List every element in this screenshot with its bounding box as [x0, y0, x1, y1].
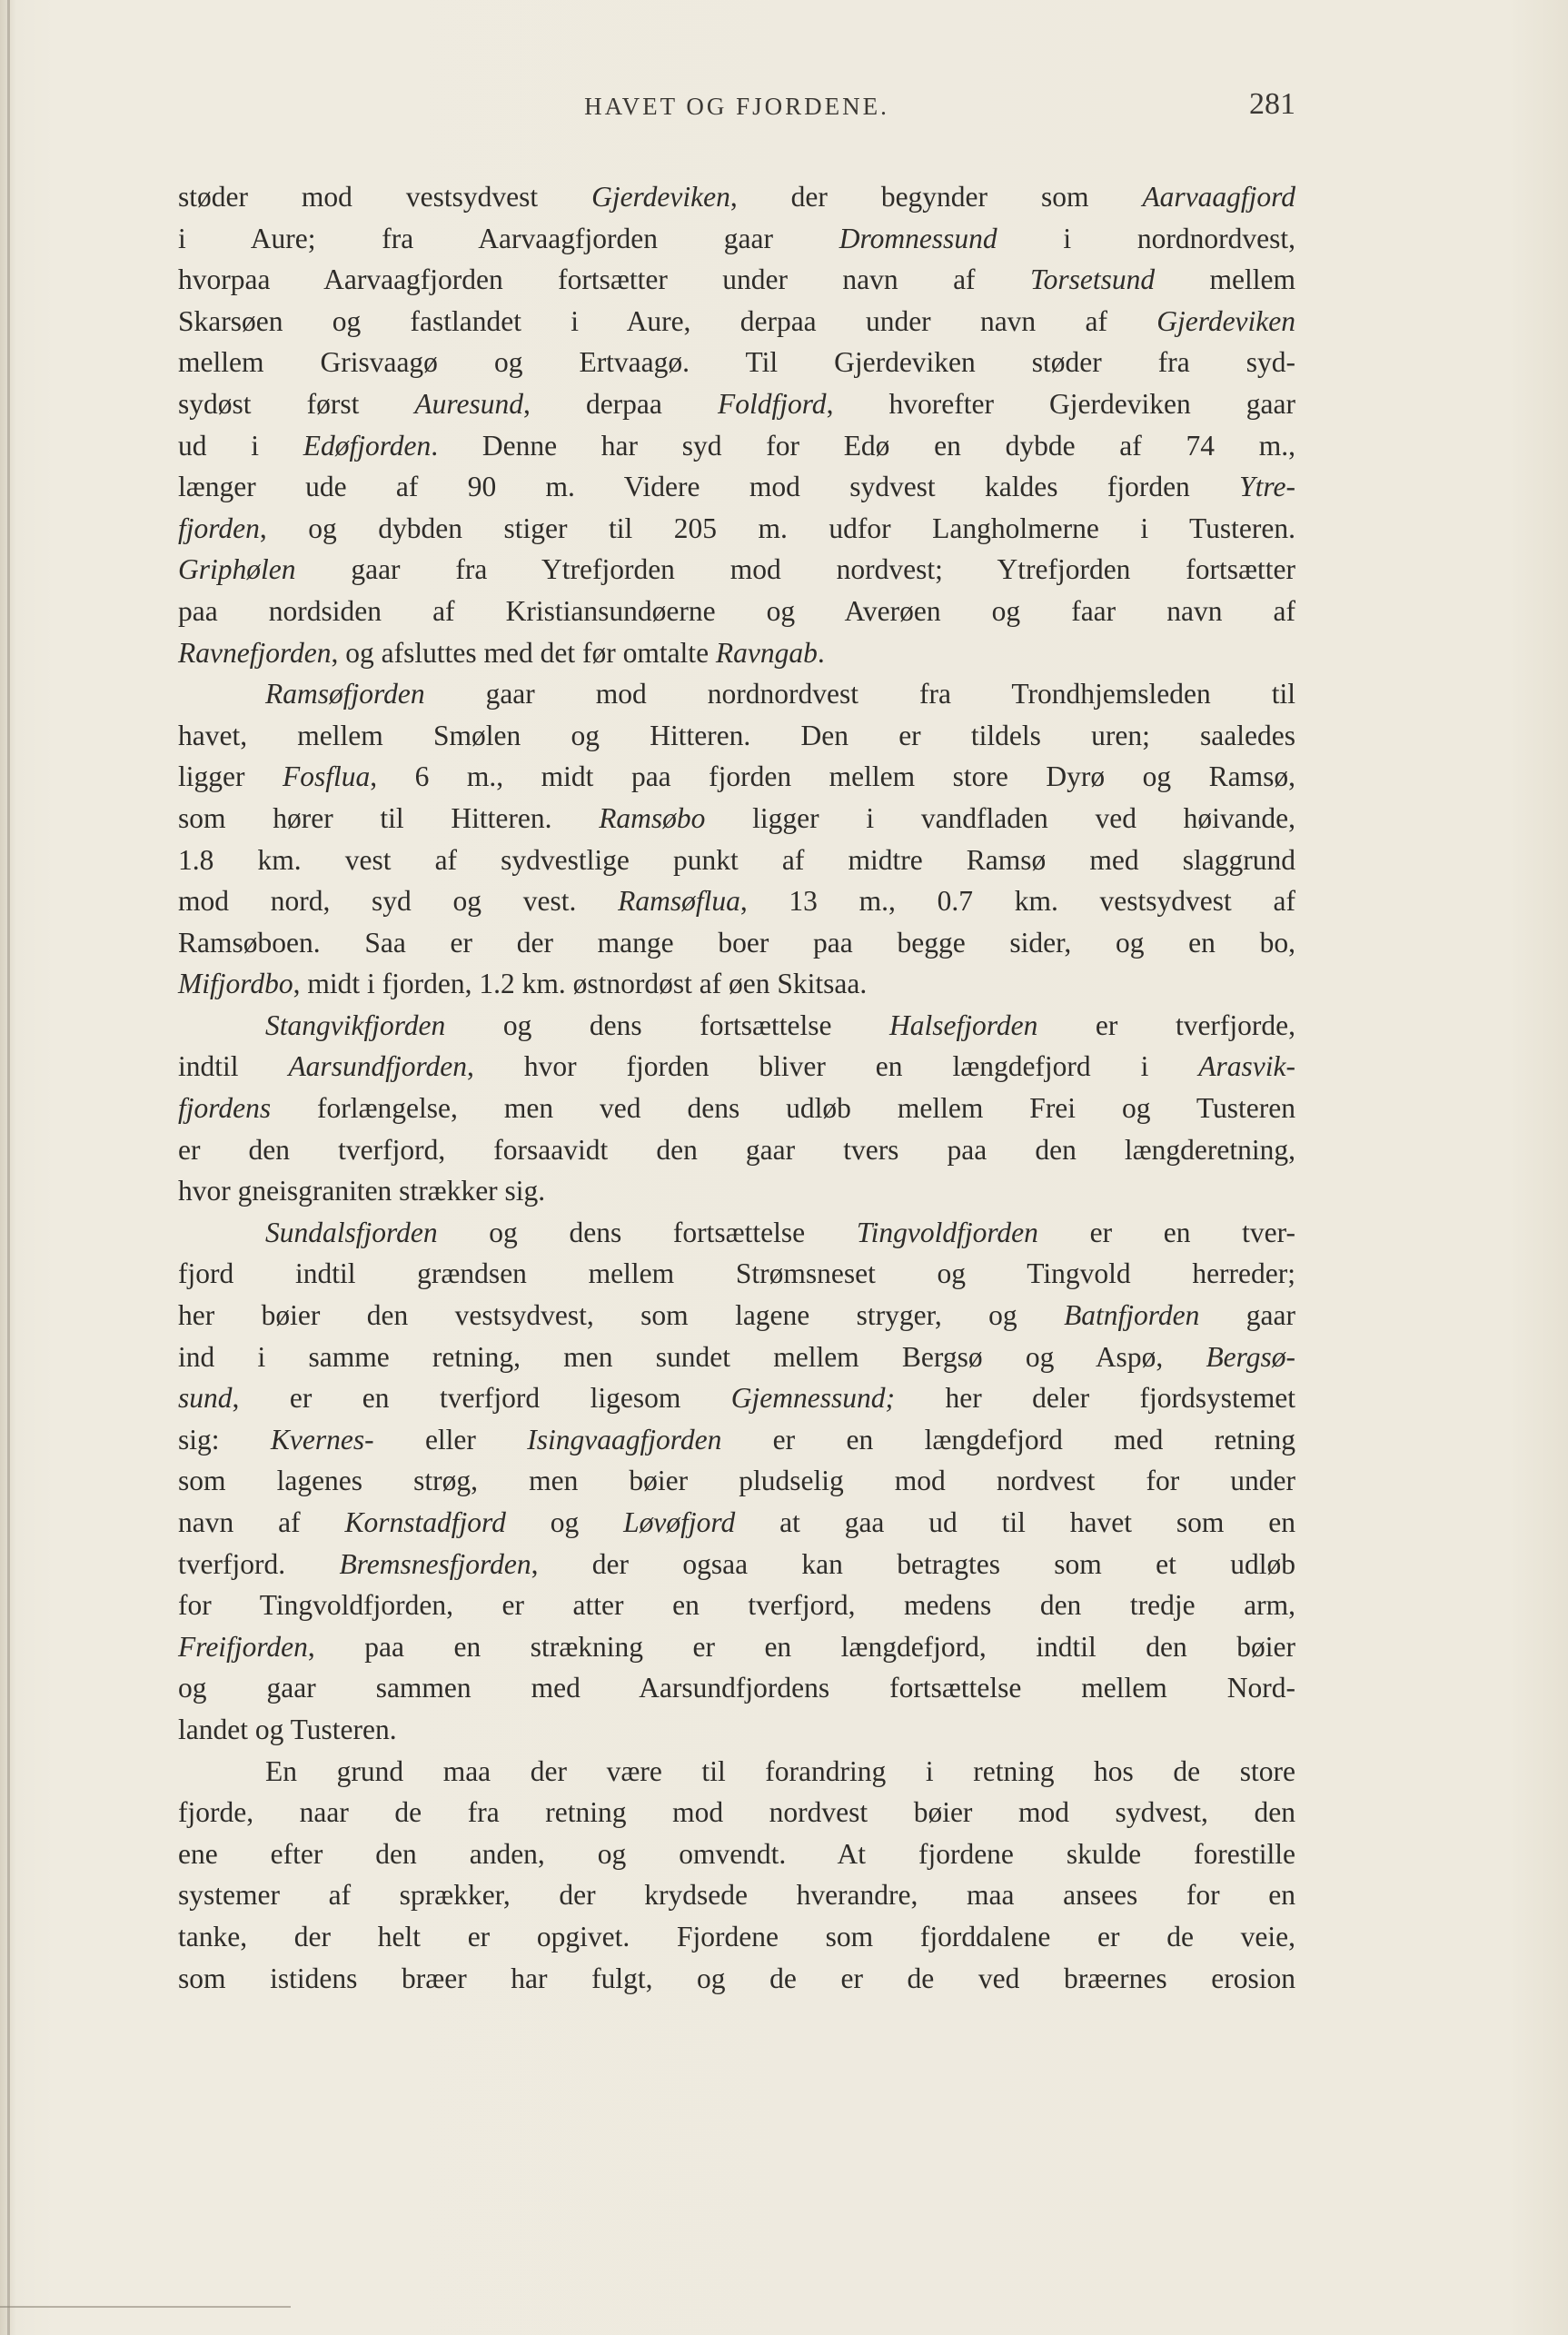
- text-line: [178, 840, 1295, 881]
- text-line: [178, 259, 1295, 301]
- text-run: . Denne har syd for Edø en dybde af 74 m.,: [431, 429, 1295, 462]
- text-run: hvorpaa Aarvaagfjorden fortsætter under navn af: [178, 263, 1030, 296]
- text-run: længer ude af 90 m. Videre mod sydvest kaldes fjorden: [178, 471, 1240, 503]
- italic-place-name: Kornstadfjord: [344, 1506, 506, 1538]
- text-run: i Aure; fra Aarvaagfjorden gaar: [178, 222, 839, 254]
- italic-place-name: Aarvaagfjord: [1142, 181, 1296, 213]
- text-run: tverfjord.: [178, 1547, 340, 1580]
- text-run: og gaar sammen med Aarsundfjordens fortsættelse mellem Nord-: [178, 1672, 1295, 1704]
- binding-edge: [7, 0, 10, 2335]
- text-run: ind i samme retning, men sundet mellem Bergsø og Aspø,: [178, 1340, 1206, 1373]
- text-run: eller: [373, 1423, 528, 1456]
- text-run: forlængelse, men ved dens udløb mellem Frei og Tusteren: [271, 1092, 1295, 1125]
- text-run: indtil: [178, 1050, 289, 1083]
- text-line: [178, 1502, 1295, 1544]
- italic-place-name: Griphølen: [178, 553, 296, 586]
- text-line: [178, 425, 1295, 467]
- text-run: paa nordsiden af Kristiansundøerne og Averøen og faar navn af: [178, 594, 1295, 627]
- text-line: [178, 218, 1295, 260]
- italic-place-name: Ytre-: [1239, 471, 1295, 503]
- text-run: for Tingvoldfjorden, er atter en tverfjord, medens den tredje arm,: [178, 1589, 1295, 1622]
- text-line: [178, 1336, 1295, 1378]
- text-run: sydøst først: [178, 387, 415, 420]
- text-run: mod nord, syd og vest.: [178, 885, 619, 918]
- text-line: [178, 1751, 1295, 1793]
- text-line: [178, 632, 1295, 674]
- page-number: 281: [1249, 87, 1295, 121]
- italic-place-name: Bergsø-: [1206, 1340, 1295, 1373]
- text-run: sig:: [178, 1423, 271, 1456]
- text-run: støder mod vestsydvest: [178, 181, 592, 213]
- italic-place-name: Auresund: [414, 387, 523, 420]
- italic-place-name: Dromnessund: [839, 222, 997, 254]
- page-header: [178, 87, 1295, 133]
- text-line: [178, 383, 1295, 425]
- italic-place-name: Halsefjorden: [889, 1009, 1038, 1041]
- text-line: [178, 1129, 1295, 1171]
- italic-place-name: sund: [178, 1382, 233, 1415]
- italic-place-name: Fosflua: [283, 760, 371, 793]
- text-run: , der begynder som: [729, 181, 1143, 213]
- text-line: [178, 880, 1295, 922]
- italic-place-name: Gjemnessund;: [730, 1382, 896, 1415]
- text-run: som hører til Hitteren.: [178, 801, 600, 834]
- text-run: ligger: [178, 760, 283, 793]
- text-run: gaar mod nordnordvest fra Trondhjemsleden til: [424, 678, 1295, 710]
- text-run: , hvorefter Gjerdeviken gaar: [826, 387, 1295, 420]
- text-run: .: [817, 636, 825, 669]
- italic-place-name: Ravnefjorden: [178, 636, 332, 669]
- text-run: En grund maa der være til forandring i retning hos de store: [265, 1754, 1295, 1787]
- text-line: [178, 1833, 1295, 1875]
- text-run: fjorde, naar de fra retning mod nordvest bøier mod sydvest, den: [178, 1796, 1295, 1829]
- italic-place-name: Gjerdeviken: [591, 181, 730, 213]
- italic-place-name: Mifjordbo: [178, 968, 293, 1000]
- italic-place-name: Aarsundfjorden: [288, 1050, 468, 1083]
- text-line: [178, 1212, 1295, 1254]
- italic-place-name: Ramsøfjorden: [265, 678, 425, 710]
- text-line: [178, 1792, 1295, 1833]
- text-line: [178, 1916, 1295, 1958]
- text-line: [178, 756, 1295, 798]
- text-run: navn af: [178, 1506, 345, 1538]
- text-run: , 13 m., 0.7 km. vestsydvest af: [739, 885, 1295, 918]
- text-line: [178, 1253, 1295, 1295]
- text-line: [178, 1170, 1295, 1212]
- text-run: fjord indtil grændsen mellem Strømsneset og Tingvold herreder;: [178, 1257, 1295, 1290]
- italic-place-name: Bremsnesfjorden: [339, 1547, 531, 1580]
- italic-place-name: Kvernes-: [270, 1423, 374, 1456]
- text-run: ligger i vandfladen ved høivande,: [705, 801, 1296, 834]
- text-line: [178, 1958, 1295, 2000]
- text-run: som lagenes strøg, men bøier pludselig mod nordvest for under: [178, 1465, 1295, 1497]
- text-run: mellem: [1155, 263, 1295, 296]
- text-run: og dens fortsættelse: [445, 1009, 890, 1041]
- italic-place-name: Arasvik-: [1198, 1050, 1295, 1083]
- bottom-edge-line: [0, 2306, 291, 2308]
- italic-place-name: Ramsøflua: [618, 885, 740, 918]
- text-run: og: [505, 1506, 624, 1538]
- text-run: havet, mellem Smølen og Hitteren. Den er tildels uren; saaledes: [178, 719, 1295, 751]
- text-line: [178, 1377, 1295, 1419]
- italic-place-name: Foldfjord: [717, 387, 827, 420]
- italic-place-name: Freifjorden: [178, 1630, 308, 1663]
- text-line: [178, 1046, 1295, 1088]
- body-text: [178, 176, 1295, 1999]
- text-run: at gaa ud til havet som en: [735, 1506, 1296, 1538]
- text-line: [178, 798, 1295, 840]
- italic-place-name: Sundalsfjorden: [265, 1216, 438, 1248]
- text-line: [178, 715, 1295, 757]
- italic-place-name: Stangvikfjorden: [265, 1009, 446, 1041]
- text-run: , derpaa: [523, 387, 718, 420]
- text-line: [178, 1088, 1295, 1129]
- text-line: [178, 466, 1295, 508]
- text-line: [178, 1626, 1295, 1668]
- text-run: er den tverfjord, forsaavidt den gaar tvers paa den længderetning,: [178, 1133, 1295, 1166]
- text-line: [178, 549, 1295, 591]
- text-run: mellem Grisvaagø og Ertvaagø. Til Gjerdeviken støder fra syd-: [178, 346, 1295, 379]
- text-run: gaar: [1199, 1299, 1295, 1332]
- text-line: [178, 1419, 1295, 1461]
- italic-place-name: Isingvaagfjorden: [527, 1423, 722, 1456]
- text-run: , og dybden stiger til 205 m. udfor Langholmerne i Tusteren.: [259, 512, 1295, 544]
- text-run: hvor gneisgraniten strækker sig.: [178, 1175, 546, 1207]
- text-run: Skarsøen og fastlandet i Aure, derpaa under navn af: [178, 304, 1157, 337]
- text-run: , paa en strækning er en længdefjord, indtil den bøier: [307, 1630, 1295, 1663]
- text-run: her bøier den vestsydvest, som lagene stryger, og: [178, 1299, 1065, 1332]
- text-line: [178, 1005, 1295, 1047]
- text-run: 1.8 km. vest af sydvestlige punkt af midtre Ramsø med slaggrund: [178, 843, 1295, 876]
- text-line: [178, 508, 1295, 550]
- text-run: Ramsøboen. Saa er der mange boer paa begge sider, og en bo,: [178, 926, 1295, 959]
- italic-place-name: Torsetsund: [1029, 263, 1156, 296]
- italic-place-name: Løvøfjord: [623, 1506, 736, 1538]
- italic-place-name: Gjerdeviken: [1156, 304, 1295, 337]
- text-line: [178, 963, 1295, 1005]
- text-run: tanke, der helt er opgivet. Fjordene som fjorddalene er de veie,: [178, 1920, 1295, 1952]
- text-line: [178, 673, 1295, 715]
- text-run: som istidens bræer har fulgt, og de er de ved bræernes erosion: [178, 1962, 1295, 1994]
- italic-place-name: fjordens: [178, 1092, 272, 1125]
- running-title: HAVET OG FJORDENE.: [584, 93, 889, 120]
- text-run: er tverfjorde,: [1037, 1009, 1295, 1041]
- text-run: er en længdefjord med retning: [721, 1423, 1295, 1456]
- text-line: [178, 1667, 1295, 1709]
- italic-place-name: Edøfjorden: [303, 429, 432, 462]
- text-run: gaar fra Ytrefjorden mod nordvest; Ytrefjorden fortsætter: [295, 553, 1295, 586]
- italic-place-name: Tingvoldfjorden: [856, 1216, 1038, 1248]
- text-line: [178, 301, 1295, 343]
- text-run: ene efter den anden, og omvendt. At fjordene skulde forestille: [178, 1837, 1295, 1870]
- text-line: [178, 176, 1295, 218]
- text-run: , der ogsaa kan betragtes som et udløb: [531, 1547, 1295, 1580]
- text-run: , 6 m., midt paa fjorden mellem store Dyrø og Ramsø,: [370, 760, 1296, 793]
- text-run: er en tver-: [1037, 1216, 1295, 1248]
- text-run: og dens fortsættelse: [437, 1216, 857, 1248]
- italic-place-name: Batnfjorden: [1064, 1299, 1200, 1332]
- text-line: [178, 922, 1295, 964]
- text-run: her deler fjordsystemet: [895, 1382, 1296, 1415]
- text-run: i nordnordvest,: [997, 222, 1295, 254]
- text-run: , midt i fjorden, 1.2 km. østnordøst af øen Skitsaa.: [293, 968, 868, 1000]
- text-run: systemer af sprækker, der krydsede hverandre, maa ansees for en: [178, 1879, 1295, 1912]
- text-line: [178, 1874, 1295, 1916]
- italic-place-name: Ramsøbo: [599, 801, 706, 834]
- text-run: landet og Tusteren.: [178, 1713, 397, 1745]
- text-line: [178, 1295, 1295, 1336]
- italic-place-name: fjorden: [178, 512, 260, 544]
- text-line: [178, 1544, 1295, 1585]
- text-run: ud i: [178, 429, 303, 462]
- text-line: [178, 591, 1295, 632]
- text-run: , er en tverfjord ligesom: [232, 1382, 731, 1415]
- text-run: , hvor fjorden bliver en længdefjord i: [467, 1050, 1199, 1083]
- italic-place-name: Ravngab: [715, 636, 818, 669]
- text-run: , og afsluttes med det før omtalte: [331, 636, 716, 669]
- text-line: [178, 342, 1295, 383]
- text-line: [178, 1585, 1295, 1626]
- text-line: [178, 1709, 1295, 1751]
- text-line: [178, 1460, 1295, 1502]
